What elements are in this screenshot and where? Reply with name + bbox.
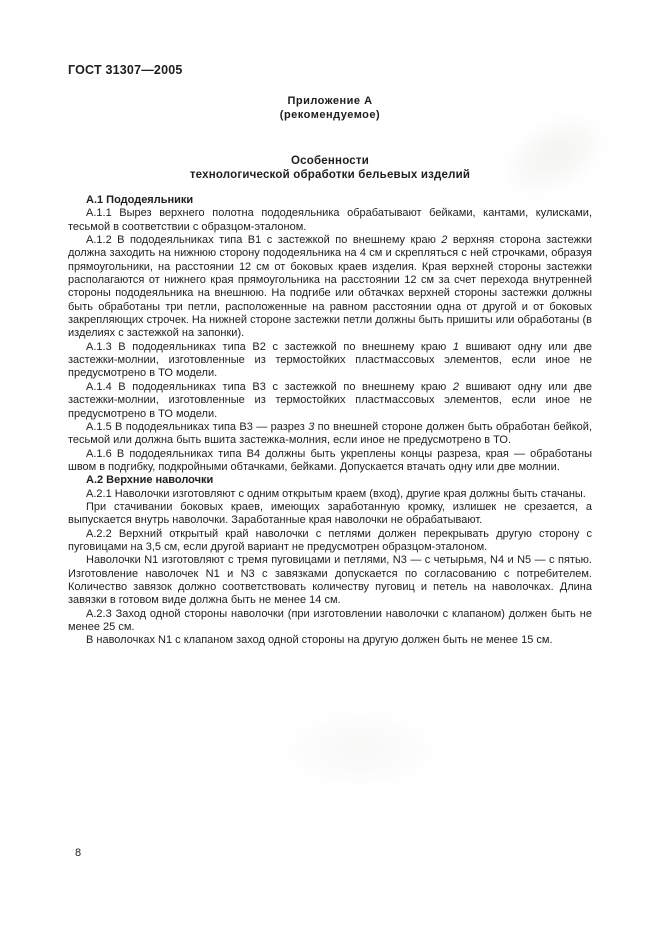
paragraph: А.2.2 Верхний открытый край наволочки с петлями должен перекрывать другую сторону с пуговицами на 3,5 см, если другой вариант не предусмотрен образцом-эталоном. (68, 527, 592, 553)
paragraph: А.1.5 В пододеяльниках типа В3 — разрез 3 по внешней стороне должен быть обработан бейкой, тесьмой или должна быть вшита застежка-молния, если иное не предусмотрено в ТО. (68, 420, 593, 447)
paragraph: А.1.2 В пододеяльниках типа В1 с застежкой по внешнему краю 2 верхняя сторона застежки должна заходить на нижнюю сторону пододеяльника на 4 см и скрепляться с ней строчками, образуя прямоугольники, на расстоянии 12 см от боковых краев изделия. Края верхней стороны застежки располагаются от нижнего края прямоугольника на расстоянии 12 см за счет перехода внутренней стороны пододеяльника на внешнюю. На подгибе или обтачках верхней стороны застежки должны быть обработаны три петли, расположенные на равном расстоянии одна от другой и от боковых закрепляющих строчек. На нижней стороне застежки петли должны быть пришиты или обработаны (в изделиях с застежкой на запонки). (68, 234, 592, 340)
paragraph: В наволочках N1 с клапаном заход одной стороны на другую должен быть не менее 15 см. (86, 634, 553, 647)
paragraph: А.1.4 В пододеяльниках типа В3 с застежкой по внешнему краю 2 вшивают одну или две застежки-молнии, изготовленные из термостойких пластмассовых элементов, если иное не предусмотрено в ТО модели. (68, 380, 592, 420)
standard-number: ГОСТ 31307—2005 (68, 63, 183, 77)
annex-note: (рекомендуемое) (279, 108, 381, 121)
paragraph: Наволочки N1 изготовляют с тремя пуговицами и петлями, N3 — с четырьмя, N4 и N5 — с пятью. Изготовление наволочек N1 и N3 с завязками допускается по согласованию с потребителем. Количество завязок должно соответствовать количеству пуговиц и петель на наволочках. Длина завязки в готовом виде должна быть не менее 14 см. (68, 554, 592, 607)
annex-block (68, 95, 592, 122)
document-title-line-2: технологической обработки бельевых изделий (189, 168, 471, 181)
paragraph: А.1.3 В пододеяльниках типа В2 с застежкой по внешнему краю 1 вшивают одну или две застежки-молнии, изготовленные из термостойких пластмассовых элементов, если иное не предусмотрено в ТО модели. (68, 340, 592, 380)
document-body (68, 194, 592, 648)
paragraph: А.1.1 Вырез верхнего полотна пододеяльника обрабатывают бейками, кантами, кулисками, тесьмой в соответствии с образцом-эталоном. (68, 207, 592, 233)
annex-label: Приложение А (287, 95, 373, 107)
paragraph: При стачивании боковых краев, имеющих заработанную кромку, излишек не срезается, а выпускается внутрь наволочки. Заработанные края наволочки не обрабатывают. (68, 500, 592, 527)
paragraph: А.2.1 Наволочки изготовляют с одним открытым краем (вход), другие края должны быть стачаны. (86, 487, 586, 500)
document-title-line-1: Особенности (291, 155, 369, 167)
document-title (68, 155, 592, 182)
section-heading: А.1 Пододеяльники (86, 194, 194, 206)
page-number: 8 (75, 847, 82, 859)
scan-artifact (290, 715, 430, 785)
paragraph: А.1.6 В пододеяльниках типа В4 должны быть укреплены концы разреза, края — обработаны швом в подгибку, подкройными обтачками, бейками. Допускается втачать одну или две молнии. (68, 447, 592, 473)
section-heading: А.2 Верхние наволочки (86, 474, 214, 487)
paragraph: А.2.3 Заход одной стороны наволочки (при изготовлении наволочки с клапаном) должен быть не менее 25 см. (68, 607, 592, 633)
